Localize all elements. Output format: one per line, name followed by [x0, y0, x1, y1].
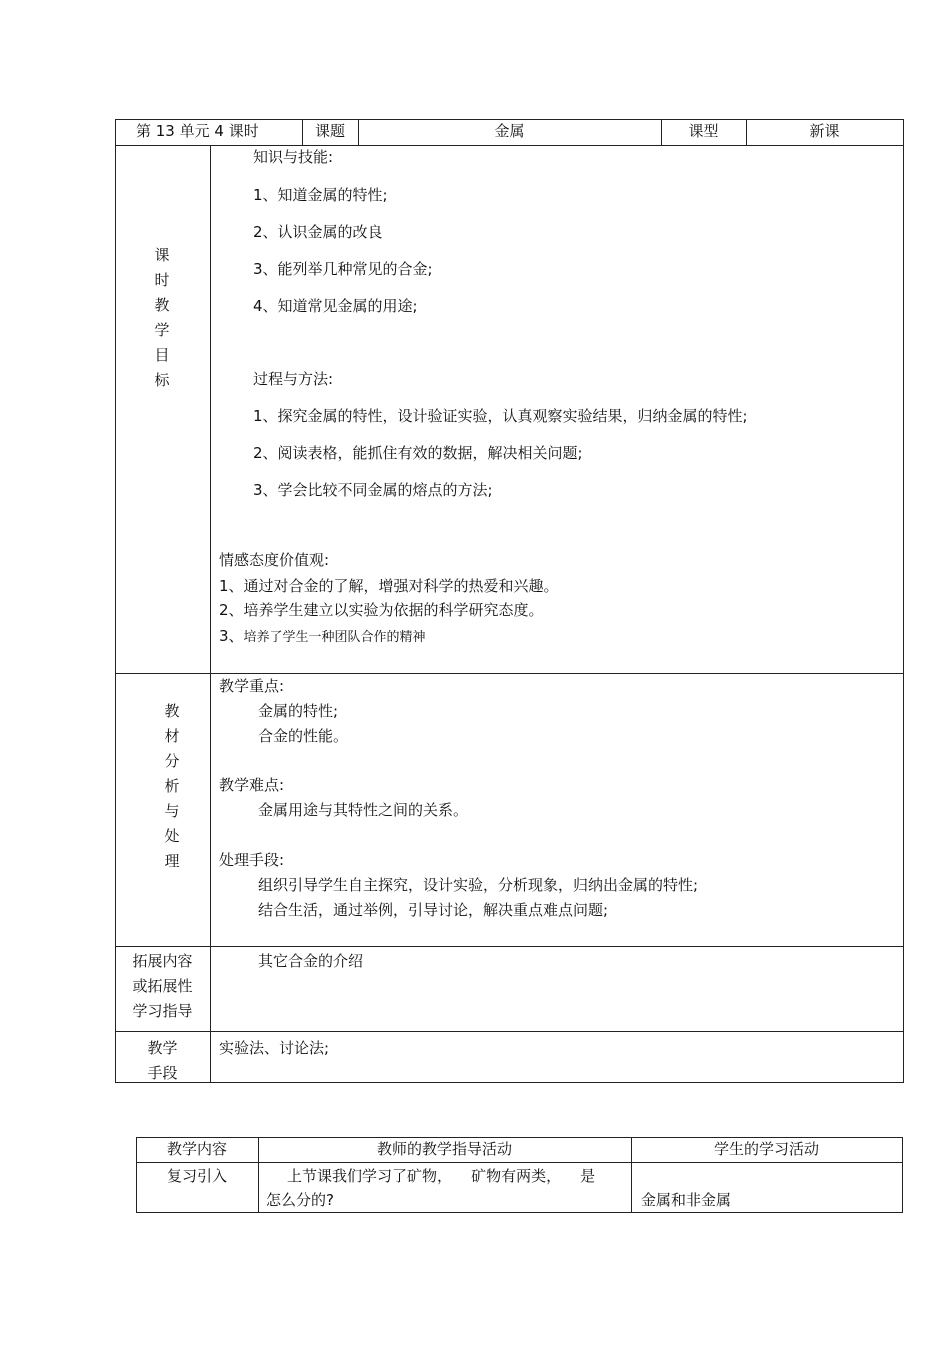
table-border: [902, 1137, 903, 1212]
label-char: 课: [154, 246, 170, 264]
table-border: [115, 1082, 904, 1083]
handling-item: 组织引导学生自主探究，设计实验，分析现象，归纳出金属的特性;: [258, 876, 699, 894]
means-content: 实验法、讨论法;: [219, 1039, 330, 1057]
knowledge-item: 1、知道金属的特性;: [253, 186, 388, 204]
table-border: [115, 1031, 904, 1032]
label-char: 教: [154, 296, 170, 314]
label-char: 析: [164, 777, 180, 795]
label-char: 分: [164, 752, 180, 770]
label-char: 材: [164, 727, 180, 745]
handling-title: 处理手段:: [219, 851, 285, 869]
focus-title: 教学重点:: [219, 677, 285, 695]
difficulty-title: 教学难点:: [219, 776, 285, 794]
focus-item: 金属的特性;: [258, 702, 339, 720]
label-char: 理: [164, 852, 180, 870]
knowledge-item: 4、知道常见金属的用途;: [253, 297, 418, 315]
extension-label-line: 拓展内容: [132, 952, 193, 970]
table-border: [115, 119, 904, 120]
extension-label-line: 学习指导: [132, 1002, 193, 1020]
focus-item: 合金的性能。: [258, 727, 349, 745]
emotion-item: 1、通过对合金的了解，增强对科学的热爱和兴趣。: [219, 577, 559, 595]
knowledge-item: 2、认识金属的改良: [253, 223, 383, 241]
topic-label: 课题: [314, 122, 345, 140]
emotion-item: [219, 626, 426, 648]
handling-item: 结合生活，通过举例，引导讨论，解决重点难点问题;: [258, 901, 609, 919]
table-border: [903, 119, 904, 1082]
row-teacher-cell: 上节课我们学习了矿物， 矿物有两类， 是: [287, 1167, 596, 1185]
process-item: 2、阅读表格，能抓住有效的数据，解决相关问题;: [253, 444, 583, 462]
table-border: [115, 673, 904, 674]
label-char: 目: [154, 346, 170, 364]
table-border: [115, 119, 116, 1082]
label-char: 与: [164, 802, 180, 820]
extension-label-line: 或拓展性: [132, 977, 193, 995]
table-border: [136, 1137, 903, 1138]
knowledge-item: 3、能列举几种常见的合金;: [253, 260, 433, 278]
emotion-item-number: 3、: [219, 627, 244, 645]
emotion-item-text: 培养了学生一种团队合作的精神: [243, 630, 426, 645]
knowledge-title: 知识与技能:: [253, 148, 334, 166]
process-title: 过程与方法:: [253, 370, 334, 388]
means-label-line: 教学: [147, 1039, 178, 1057]
table-border: [115, 946, 904, 947]
table-border: [210, 145, 211, 1082]
type-value: 新课: [809, 122, 840, 140]
row-student-cell: 金属和非金属: [641, 1191, 732, 1209]
process-item: 1、探究金属的特性，设计验证实验，认真观察实验结果，归纳金属的特性;: [253, 407, 748, 425]
label-char: 学: [154, 321, 170, 339]
unit-label: 第 13 单元 4 课时: [136, 122, 259, 140]
means-label-line: 手段: [147, 1064, 178, 1082]
type-label: 课型: [688, 122, 719, 140]
process-item: 3、学会比较不同金属的熔点的方法;: [253, 481, 493, 499]
label-char: 标: [154, 371, 170, 389]
column-header: 学生的学习活动: [713, 1140, 819, 1158]
emotion-title: 情感态度价值观:: [219, 551, 330, 569]
topic-value: 金属: [494, 122, 525, 140]
table-border: [115, 145, 904, 146]
emotion-item: 2、培养学生建立以实验为依据的科学研究态度。: [219, 601, 544, 619]
row-content-cell: 复习引入: [166, 1167, 227, 1185]
column-header: 教师的教学指导活动: [376, 1140, 512, 1158]
column-header: 教学内容: [166, 1140, 227, 1158]
label-char: 处: [164, 827, 180, 845]
difficulty-item: 金属用途与其特性之间的关系。: [258, 801, 469, 819]
label-char: 时: [154, 271, 170, 289]
table-border: [136, 1212, 903, 1213]
extension-content: 其它合金的介绍: [258, 952, 364, 970]
label-char: 教: [164, 702, 180, 720]
table-border: [136, 1162, 903, 1163]
row-teacher-cell: 怎么分的?: [266, 1191, 334, 1209]
objectives-label: [147, 243, 177, 393]
analysis-label: [157, 699, 187, 874]
